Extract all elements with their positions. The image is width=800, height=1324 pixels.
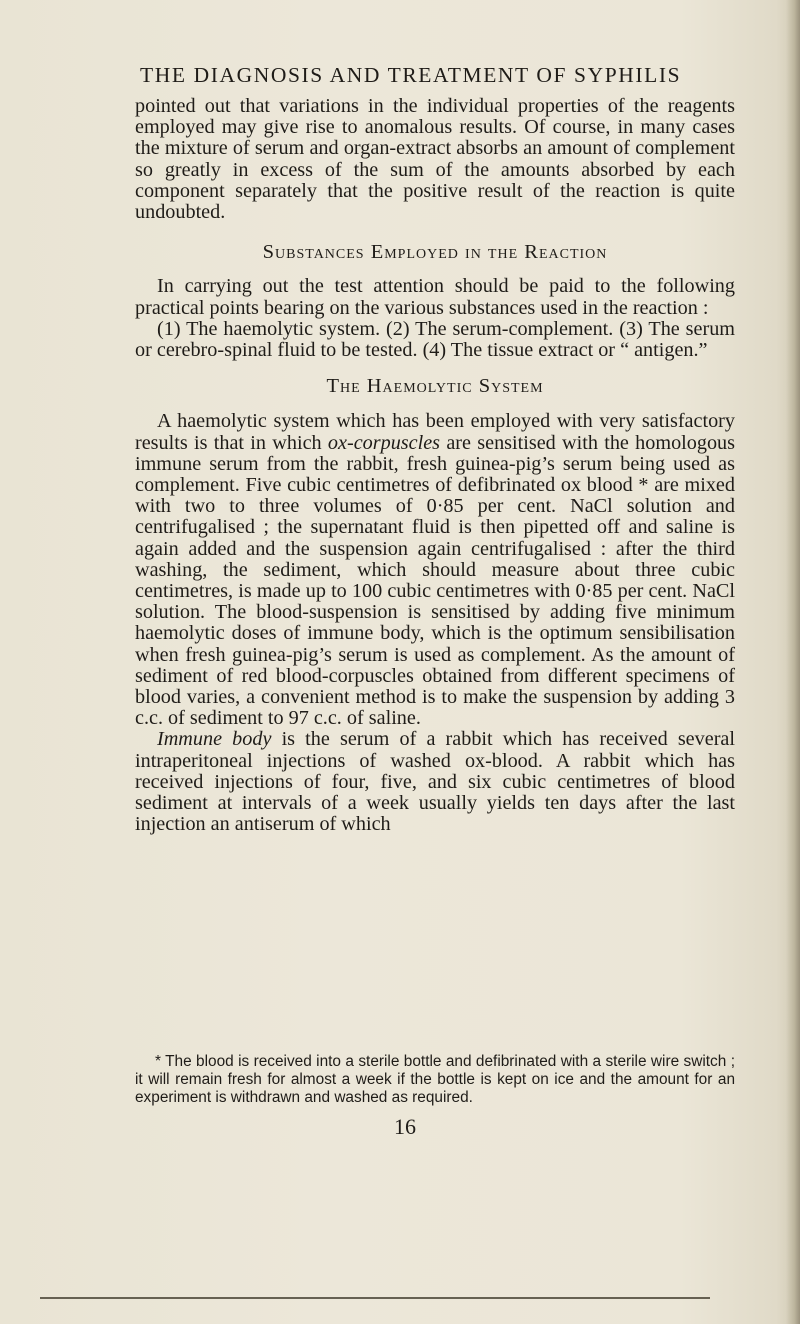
paragraph-continuation: pointed out that variations in the individual properties of the reagents employed may give rise to anomalous results. Of course, in many cases the mixture of serum and organ-extract absorbs an amount of complement so greatly in excess of the sum of the amounts absorbed by each component separately that the positive result of the reaction is quite undoubted. — [135, 95, 735, 224]
body-text — [135, 96, 735, 836]
p5-italic-term: Immune body — [157, 728, 272, 751]
section-heading-substances: Substances Employed in the Reaction — [262, 241, 608, 264]
p5-text: is the serum of a rabbit which has received several intraperitoneal injections of washed ox-blood. A rabbit which has received injections of four, five, and six cubic centimetres of blood sediment at intervals of a week usually yields ten days after the last injection an antiserum of which — [135, 728, 735, 836]
paragraph-substance-list: (1) The haemolytic system. (2) The serum-complement. (3) The serum or cerebro-spinal fluid to be tested. (4) The tissue extract or “ antigen.” — [135, 317, 735, 362]
bottom-rule — [40, 1297, 710, 1299]
section-heading-haemolytic-system: The Haemolytic System — [326, 375, 544, 398]
footnote-text: * The blood is received into a sterile bottle and defibrinated with a sterile wire switch ; it will remain fresh for almost a week if the bottle is kept on ice and the amount for an experiment is withdrawn and washed as required. — [135, 1053, 735, 1106]
paragraph-practical-points: In carrying out the test attention should be paid to the following practical points bearing on the various substances used in the reaction : — [135, 275, 735, 319]
running-head: THE DIAGNOSIS AND TREATMENT OF SYPHILIS — [140, 63, 682, 87]
page-number: 16 — [394, 1114, 416, 1139]
p4-text-start: A haemolytic system which has been employed with very satisfactory results is that in which — [135, 410, 735, 454]
p4-text-end: are sensitised with the homologous immune serum from the rabbit, fresh guinea-pig’s serum being used as complement. Five cubic centimetres of defibrinated ox blood * are mixed with two to three volumes of 0·85 per cent. NaCl solution and centrifugalised ; the supernatant fluid is then pipetted off and saline is again added and the suspension again centrifugalised : after the third washing, the sediment, which should measure about three cubic centimetres, is made up to 100 cubic centimetres with 0·85 per cent. NaCl solution. The blood-suspension is sensitised by adding five minimum haemolytic doses of immune body, which is the optimum sensibilisation when fresh guinea-pig’s serum is used as complement. As the amount of sediment of red blood-corpuscles obtained from different specimens of blood varies, a convenient method is to make the suspension by adding 3 c.c. of sediment to 97 c.c. of saline. — [135, 431, 735, 730]
paragraph-haemolytic-system — [135, 411, 735, 729]
p4-italic-term: ox-corpuscles — [327, 431, 441, 454]
footnote — [135, 1053, 735, 1107]
paragraph-immune-body — [135, 729, 735, 835]
